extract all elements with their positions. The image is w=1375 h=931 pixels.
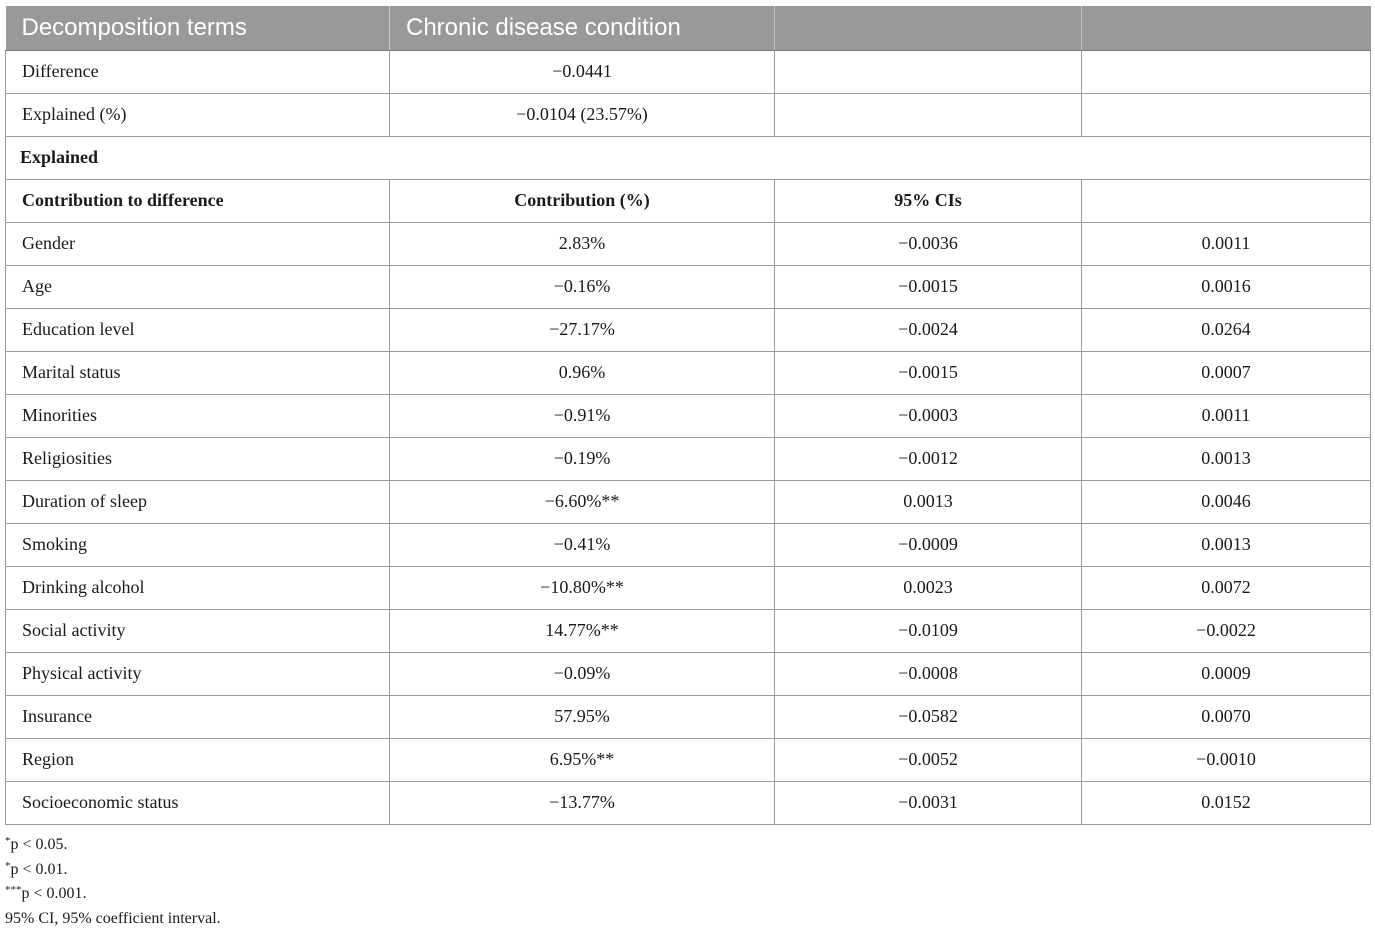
header-blank-col4 (1082, 6, 1371, 50)
footnote-line (5, 833, 221, 858)
footnote-line (5, 858, 221, 883)
footnotes (5, 833, 221, 931)
ci-high-cell: 0.0013 (1082, 437, 1371, 480)
term-cell: Socioeconomic status (6, 781, 390, 824)
contribution-cell: −13.77% (390, 781, 775, 824)
subheader-blank (1082, 179, 1371, 222)
table-row (6, 738, 1371, 781)
ci-low-cell: −0.0109 (775, 609, 1082, 652)
footnote-marker: * (5, 860, 11, 872)
term-cell: Age (6, 265, 390, 308)
ci-low-cell: −0.0024 (775, 308, 1082, 351)
footnote-text: 95% CI, 95% coefficient interval. (5, 910, 221, 927)
table-row (6, 609, 1371, 652)
subheader-contribution-to-difference: Contribution to difference (6, 179, 390, 222)
ci-low-cell: 0.0023 (775, 566, 1082, 609)
ci-high-cell: 0.0013 (1082, 523, 1371, 566)
header-chronic-disease-condition: Chronic disease condition (390, 6, 775, 50)
ci-high-cell: −0.0010 (1082, 738, 1371, 781)
ci-high-cell: 0.0264 (1082, 308, 1371, 351)
contribution-cell: 2.83% (390, 222, 775, 265)
term-cell: Region (6, 738, 390, 781)
ci-high-cell: 0.0046 (1082, 480, 1371, 523)
contribution-cell: −0.41% (390, 523, 775, 566)
explained-pct-value: −0.0104 (23.57%) (390, 93, 775, 136)
ci-low-cell: −0.0052 (775, 738, 1082, 781)
section-row (6, 136, 1371, 179)
table-row (6, 652, 1371, 695)
footnote-text: p < 0.05. (11, 836, 68, 853)
subheader-contribution-pct: Contribution (%) (390, 179, 775, 222)
header-blank-col3 (775, 6, 1082, 50)
contribution-cell: −6.60%** (390, 480, 775, 523)
table-row (6, 566, 1371, 609)
empty-cell (775, 93, 1082, 136)
empty-cell (775, 50, 1082, 93)
difference-row (6, 50, 1371, 93)
ci-low-cell: −0.0012 (775, 437, 1082, 480)
contribution-cell: 57.95% (390, 695, 775, 738)
term-cell: Drinking alcohol (6, 566, 390, 609)
contribution-cell: −0.91% (390, 394, 775, 437)
ci-low-cell: −0.0003 (775, 394, 1082, 437)
ci-low-cell: −0.0036 (775, 222, 1082, 265)
table-row (6, 523, 1371, 566)
table-row (6, 480, 1371, 523)
contribution-cell: −0.09% (390, 652, 775, 695)
ci-low-cell: −0.0009 (775, 523, 1082, 566)
term-cell: Marital status (6, 351, 390, 394)
section-explained-label: Explained (6, 136, 1371, 179)
footnote-marker: *** (5, 884, 22, 896)
table-row (6, 308, 1371, 351)
empty-cell (1082, 50, 1371, 93)
footnote-line (5, 907, 221, 931)
ci-high-cell: 0.0011 (1082, 394, 1371, 437)
ci-high-cell: 0.0070 (1082, 695, 1371, 738)
footnote-text: p < 0.001. (22, 885, 87, 902)
difference-value: −0.0441 (390, 50, 775, 93)
ci-low-cell: −0.0582 (775, 695, 1082, 738)
table-row (6, 265, 1371, 308)
term-cell: Minorities (6, 394, 390, 437)
contribution-cell: −0.16% (390, 265, 775, 308)
term-cell: Duration of sleep (6, 480, 390, 523)
ci-high-cell: 0.0009 (1082, 652, 1371, 695)
subheader-row (6, 179, 1371, 222)
explained-pct-row (6, 93, 1371, 136)
footnote-text: p < 0.01. (11, 861, 68, 878)
decomposition-table (5, 6, 1371, 825)
table-row (6, 437, 1371, 480)
contribution-cell: 0.96% (390, 351, 775, 394)
ci-low-cell: −0.0015 (775, 265, 1082, 308)
term-cell: Physical activity (6, 652, 390, 695)
term-cell: Education level (6, 308, 390, 351)
ci-high-cell: 0.0072 (1082, 566, 1371, 609)
ci-low-cell: −0.0008 (775, 652, 1082, 695)
contribution-cell: −27.17% (390, 308, 775, 351)
empty-cell (1082, 93, 1371, 136)
table-row (6, 394, 1371, 437)
term-cell: Social activity (6, 609, 390, 652)
footnote-marker: * (5, 835, 11, 847)
footnote-line (5, 882, 221, 907)
contribution-cell: 6.95%** (390, 738, 775, 781)
contribution-cell: −10.80%** (390, 566, 775, 609)
term-cell: Gender (6, 222, 390, 265)
table-row (6, 351, 1371, 394)
ci-low-cell: −0.0031 (775, 781, 1082, 824)
subheader-95-cis: 95% CIs (775, 179, 1082, 222)
ci-low-cell: −0.0015 (775, 351, 1082, 394)
table-row (6, 695, 1371, 738)
contribution-cell: −0.19% (390, 437, 775, 480)
ci-high-cell: −0.0022 (1082, 609, 1371, 652)
term-cell: Smoking (6, 523, 390, 566)
table-row (6, 781, 1371, 824)
ci-high-cell: 0.0016 (1082, 265, 1371, 308)
table-header-row (6, 6, 1371, 50)
ci-high-cell: 0.0011 (1082, 222, 1371, 265)
difference-label: Difference (6, 50, 390, 93)
ci-high-cell: 0.0007 (1082, 351, 1371, 394)
contribution-cell: 14.77%** (390, 609, 775, 652)
header-decomposition-terms: Decomposition terms (6, 6, 390, 50)
ci-high-cell: 0.0152 (1082, 781, 1371, 824)
term-cell: Religiosities (6, 437, 390, 480)
term-cell: Insurance (6, 695, 390, 738)
explained-pct-label: Explained (%) (6, 93, 390, 136)
table-row (6, 222, 1371, 265)
ci-low-cell: 0.0013 (775, 480, 1082, 523)
